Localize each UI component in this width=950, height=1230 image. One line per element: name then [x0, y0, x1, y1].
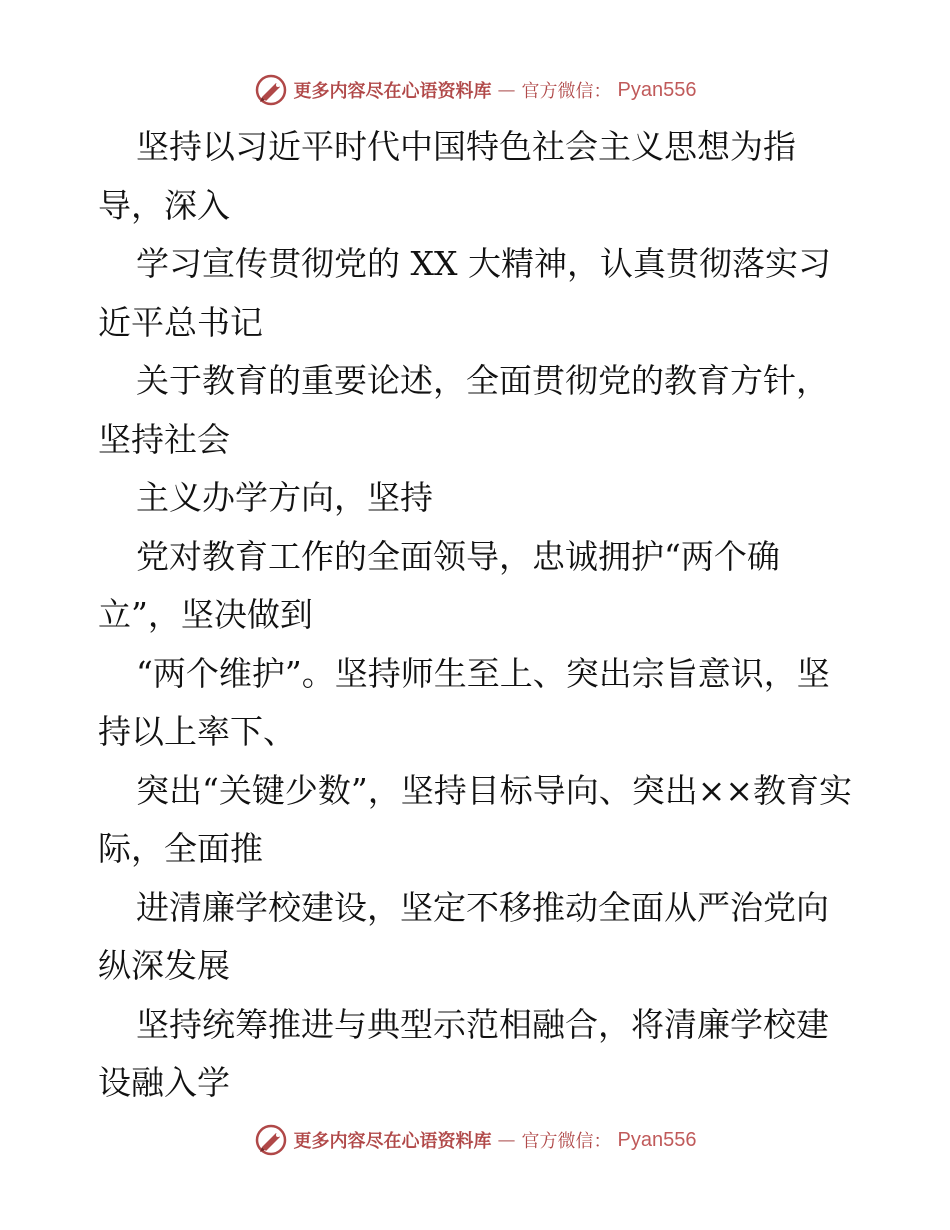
pen-logo-icon — [254, 1123, 288, 1157]
watermark-site-text: 更多内容尽在心语资料库 — [293, 1131, 492, 1152]
watermark-id: Pyan556 — [617, 78, 697, 101]
watermark-label: 官方微信： — [521, 81, 612, 102]
watermark-header — [0, 70, 950, 110]
watermark-dash: — — [497, 79, 516, 101]
paragraph-2: 学习宣传贯彻党的 XX 大精神，认真贯彻落实习近平总书记 — [98, 244, 831, 342]
document-body — [98, 118, 858, 1113]
paragraph-3: 关于教育的重要论述，全面贯彻党的教育方针，坚持社会 — [98, 361, 829, 459]
watermark-site-text: 更多内容尽在心语资料库 — [293, 81, 492, 102]
paragraph-9: 坚持统筹推进与典型示范相融合，将清廉学校建设融入学 — [98, 1004, 829, 1102]
paragraph-1: 坚持以习近平时代中国特色社会主义思想为指导，深入 — [98, 127, 796, 225]
watermark-footer — [0, 1120, 950, 1160]
paragraph-6: “两个维护”。坚持师生至上、突出宗旨意识，坚持以上率下、 — [98, 653, 830, 751]
watermark-label: 官方微信： — [521, 1131, 612, 1152]
paragraph-7: 突出“关键少数”，坚持目标导向、突出××教育实际，全面推 — [98, 770, 853, 868]
watermark-id: Pyan556 — [617, 1128, 697, 1151]
watermark-dash: — — [497, 1129, 516, 1151]
paragraph-8: 进清廉学校建设，坚定不移推动全面从严治党向纵深发展 — [98, 887, 829, 985]
paragraph-4: 主义办学方向，坚持 — [136, 478, 433, 517]
pen-logo-icon — [254, 73, 288, 107]
paragraph-5: 党对教育工作的全面领导，忠诚拥护“两个确立”，坚决做到 — [98, 536, 780, 634]
